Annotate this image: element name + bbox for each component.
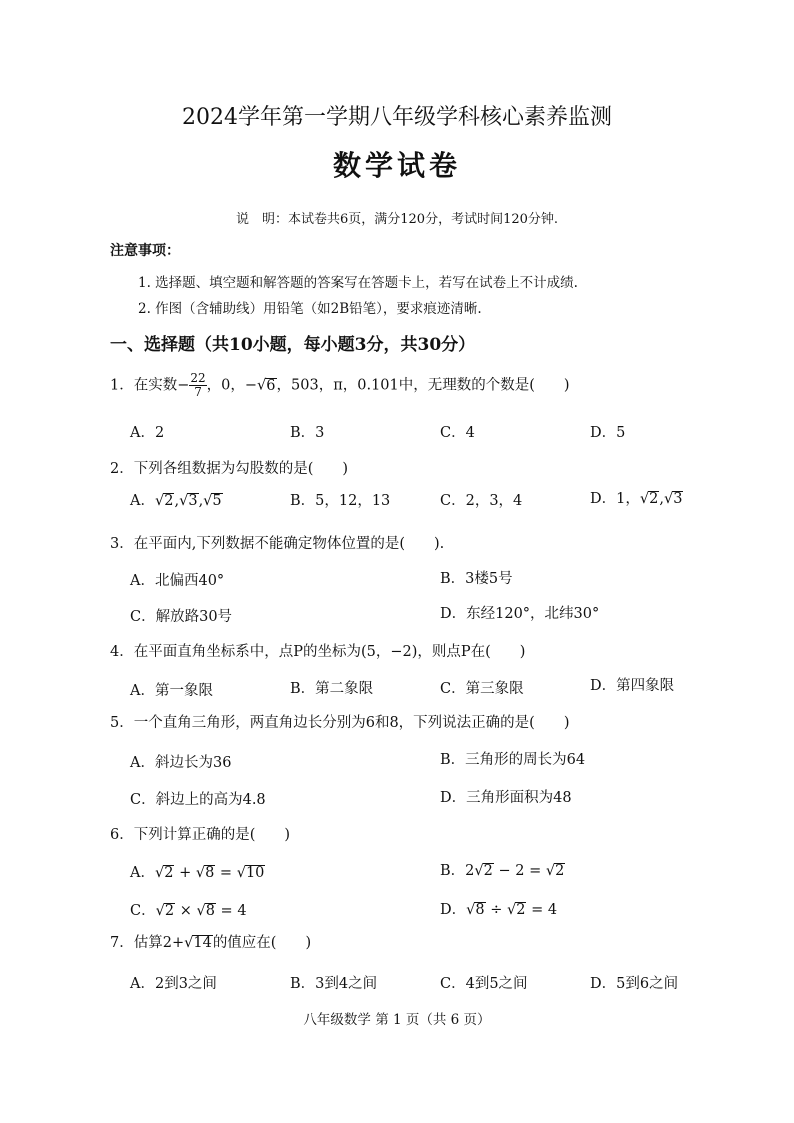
question-7-option-a: A．2到3之间 [130,976,217,992]
question-4-option-c: C．第三象限 [440,681,524,697]
question-5-option-a: A．斜边长为36 [130,755,232,771]
question-7-option-d: D．5到6之间 [590,976,679,992]
question-6-stem: 6．下列计算正确的是( ) [110,827,291,843]
question-7-option-c: C．4到5之间 [440,976,528,992]
question-2-stem: 2．下列各组数据为勾股数的是( ) [110,461,349,477]
notice-item: 2. 作图（含辅助线）用铅笔（如2B铅笔），要求痕迹清晰. [138,301,482,317]
question-5-option-b: B．三角形的周长为64 [440,752,586,768]
question-2-option-b: B．5，12，13 [290,493,391,509]
question-6-option-b: B．2√2 − 2 = √2 [440,863,565,879]
question-4-option-a: A．第一象限 [130,683,213,699]
question-3-stem: 3．在平面内,下列数据不能确定物体位置的是( ). [110,536,445,552]
question-7-stem: 7．估算2+√14的值应在( ) [110,935,312,951]
question-1-option-b: B．3 [290,425,325,441]
question-2-option-c: C．2，3，4 [440,493,523,509]
question-6-option-a: A．√2 + √8 = √10 [130,865,265,881]
fraction: $\frac{22}{7}$ [190,371,206,399]
question-5-option-d: D．三角形面积为48 [440,790,572,806]
question-4-option-d: D．第四象限 [590,678,675,694]
question-2-option-d: D．1，√2,√3 [590,491,683,507]
question-4-stem: 4．在平面直角坐标系中，点P的坐标为(5，−2)，则点P在( ) [110,644,526,660]
question-1-option-a: A．2 [130,425,165,441]
question-3-option-d: D．东经120°，北纬30° [440,606,600,622]
question-3-option-a: A．北偏西40° [130,573,225,589]
question-1-option-c: C．4 [440,425,475,441]
exam-instructions: 说 明：本试卷共6页，满分120分，考试时间120分钟. [235,212,559,227]
notice-item: 1. 选择题、填空题和解答题的答案写在答题卡上，若写在试卷上不计成绩. [138,275,578,291]
question-1-option-d: D．5 [590,425,626,441]
page-footer: 八年级数学 第 1 页（共 6 页） [303,1012,491,1028]
question-5-stem: 5．一个直角三角形，两直角边长分别为6和8，下列说法正确的是( ) [110,715,570,731]
exam-subtitle: 数学试卷 [332,149,461,182]
section-heading: 一、选择题（共10小题，每小题3分，共30分） [110,335,476,355]
exam-title: 2024学年第一学期八年级学科核心素养监测 [182,105,612,130]
question-3-option-c: C．解放路30号 [130,609,233,625]
question-4-option-b: B．第二象限 [290,681,374,697]
question-3-option-b: B．3楼5号 [440,571,513,587]
question-6-option-d: D．√8 ÷ √2 = 4 [440,902,558,918]
notice-heading: 注意事项： [110,243,180,259]
question-1-stem: 1．在实数− $\frac{22}{7}$ ，0，−√6，503，π，0.101中，无理数的个数是( ) [110,371,570,399]
question-6-option-c: C．√2 × √8 = 4 [130,903,247,919]
question-2-option-a: A．√2,√3,√5 [130,493,222,509]
question-5-option-c: C．斜边上的高为4.8 [130,792,266,808]
question-7-option-b: B．3到4之间 [290,976,378,992]
